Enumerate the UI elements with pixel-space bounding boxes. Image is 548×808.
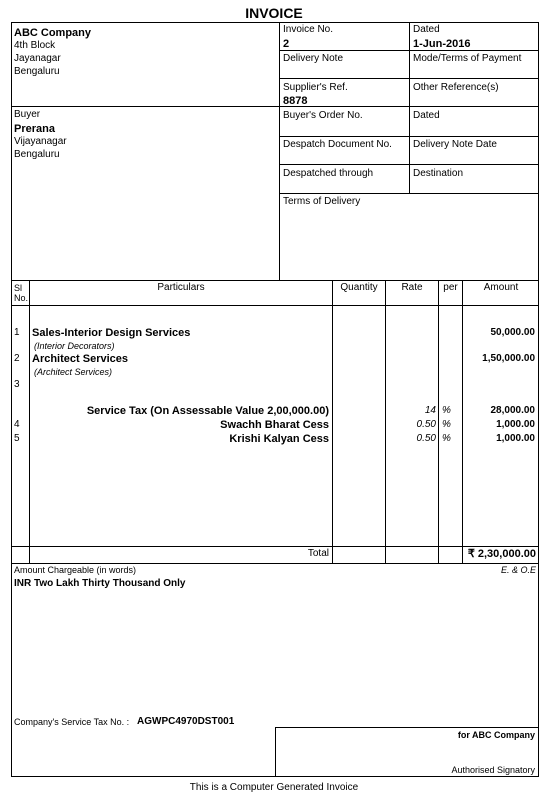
total-amount: ₹ 2,30,000.00: [467, 548, 536, 560]
tax-amount: 1,000.00: [496, 419, 535, 430]
tax-per: %: [442, 419, 451, 430]
suppliers-ref-value: 8878: [283, 95, 308, 107]
divider: [11, 546, 539, 547]
item-sl: 2: [14, 353, 20, 364]
service-tax-value: AGWPC4970DST001: [137, 716, 235, 727]
buyer-label: Buyer: [14, 109, 41, 120]
col-header-per: per: [443, 282, 458, 293]
tax-rate: 14: [424, 405, 436, 416]
footer-note: This is a Computer Generated Invoice: [189, 782, 359, 793]
dated-value: 1-Jun-2016: [413, 38, 471, 50]
col-header-particulars: Particulars: [157, 282, 205, 293]
divider: [11, 106, 279, 107]
item-name: Architect Services: [32, 353, 128, 365]
col-header-no: No.: [14, 293, 29, 303]
tax-amount: 28,000.00: [490, 405, 535, 416]
other-ref-label: Other Reference(s): [413, 82, 499, 93]
buyer-line: Bengaluru: [14, 149, 60, 160]
despatched-through-label: Despatched through: [283, 168, 374, 179]
dated2-label: Dated: [413, 110, 440, 121]
despatch-doc-label: Despatch Document No.: [283, 139, 392, 150]
invoice-no-label: Invoice No.: [283, 24, 334, 35]
item-sl: 3: [14, 379, 20, 390]
tax-per: %: [442, 405, 451, 416]
delivery-note-date-label: Delivery Note Date: [413, 139, 497, 150]
terms-delivery-label: Terms of Delivery: [283, 196, 361, 207]
seller-line: 4th Block: [14, 40, 56, 51]
seller-line: Jayanagar: [14, 53, 61, 64]
item-sl: 1: [14, 327, 20, 338]
buyer-name: Prerana: [14, 123, 55, 135]
item-amount: 1,50,000.00: [482, 353, 535, 364]
mode-terms-label: Mode/Terms of Payment: [413, 53, 522, 64]
tax-name: Krishi Kalyan Cess: [229, 433, 329, 445]
divider: [409, 22, 410, 194]
dated-label: Dated: [413, 24, 440, 35]
tax-name: Service Tax (On Assessable Value 2,00,000.00): [86, 405, 329, 417]
seller-name: ABC Company: [14, 27, 92, 39]
buyer-line: Vijayanagar: [14, 136, 67, 147]
divider: [279, 193, 539, 194]
tax-rate: 0.50: [416, 419, 436, 430]
item-sub: (Architect Services): [34, 367, 113, 377]
tax-rate: 0.50: [416, 433, 436, 444]
tax-sl: 4: [14, 419, 20, 430]
suppliers-ref-label: Supplier's Ref.: [283, 82, 348, 93]
tax-amount: 1,000.00: [496, 433, 535, 444]
buyers-order-label: Buyer's Order No.: [283, 110, 363, 121]
col-header-amount: Amount: [483, 282, 519, 293]
tax-per: %: [442, 433, 451, 444]
eoe-label: E. & O.E: [500, 565, 536, 575]
item-name: Sales-Interior Design Services: [32, 327, 191, 339]
col-header-rate: Rate: [401, 282, 423, 293]
invoice-no-value: 2: [283, 38, 290, 50]
divider: [279, 50, 539, 51]
col-header-quantity: Quantity: [340, 282, 378, 293]
tax-name: Swachh Bharat Cess: [220, 419, 329, 431]
signature-for: for ABC Company: [457, 730, 535, 740]
invoice-title: INVOICE: [245, 5, 303, 21]
service-tax-label: Company's Service Tax No. :: [14, 717, 130, 727]
divider: [279, 164, 539, 165]
words-value: INR Two Lakh Thirty Thousand Only: [14, 578, 186, 589]
divider: [11, 280, 539, 281]
divider: [279, 106, 539, 107]
signature-authorised: Authorised Signatory: [451, 765, 535, 775]
item-sub: (Interior Decorators): [34, 341, 115, 351]
divider: [11, 305, 539, 306]
divider: [279, 136, 539, 137]
divider: [332, 280, 333, 563]
divider: [279, 78, 539, 79]
destination-label: Destination: [413, 168, 464, 179]
seller-line: Bengaluru: [14, 66, 60, 77]
col-header-sl: Sl: [14, 283, 23, 293]
divider: [438, 280, 439, 563]
words-label: Amount Chargeable (in words): [14, 565, 137, 575]
total-label: Total: [307, 548, 329, 559]
delivery-note-label: Delivery Note: [283, 53, 344, 64]
divider: [279, 22, 280, 280]
tax-sl: 5: [14, 433, 20, 444]
item-amount: 50,000.00: [490, 327, 535, 338]
